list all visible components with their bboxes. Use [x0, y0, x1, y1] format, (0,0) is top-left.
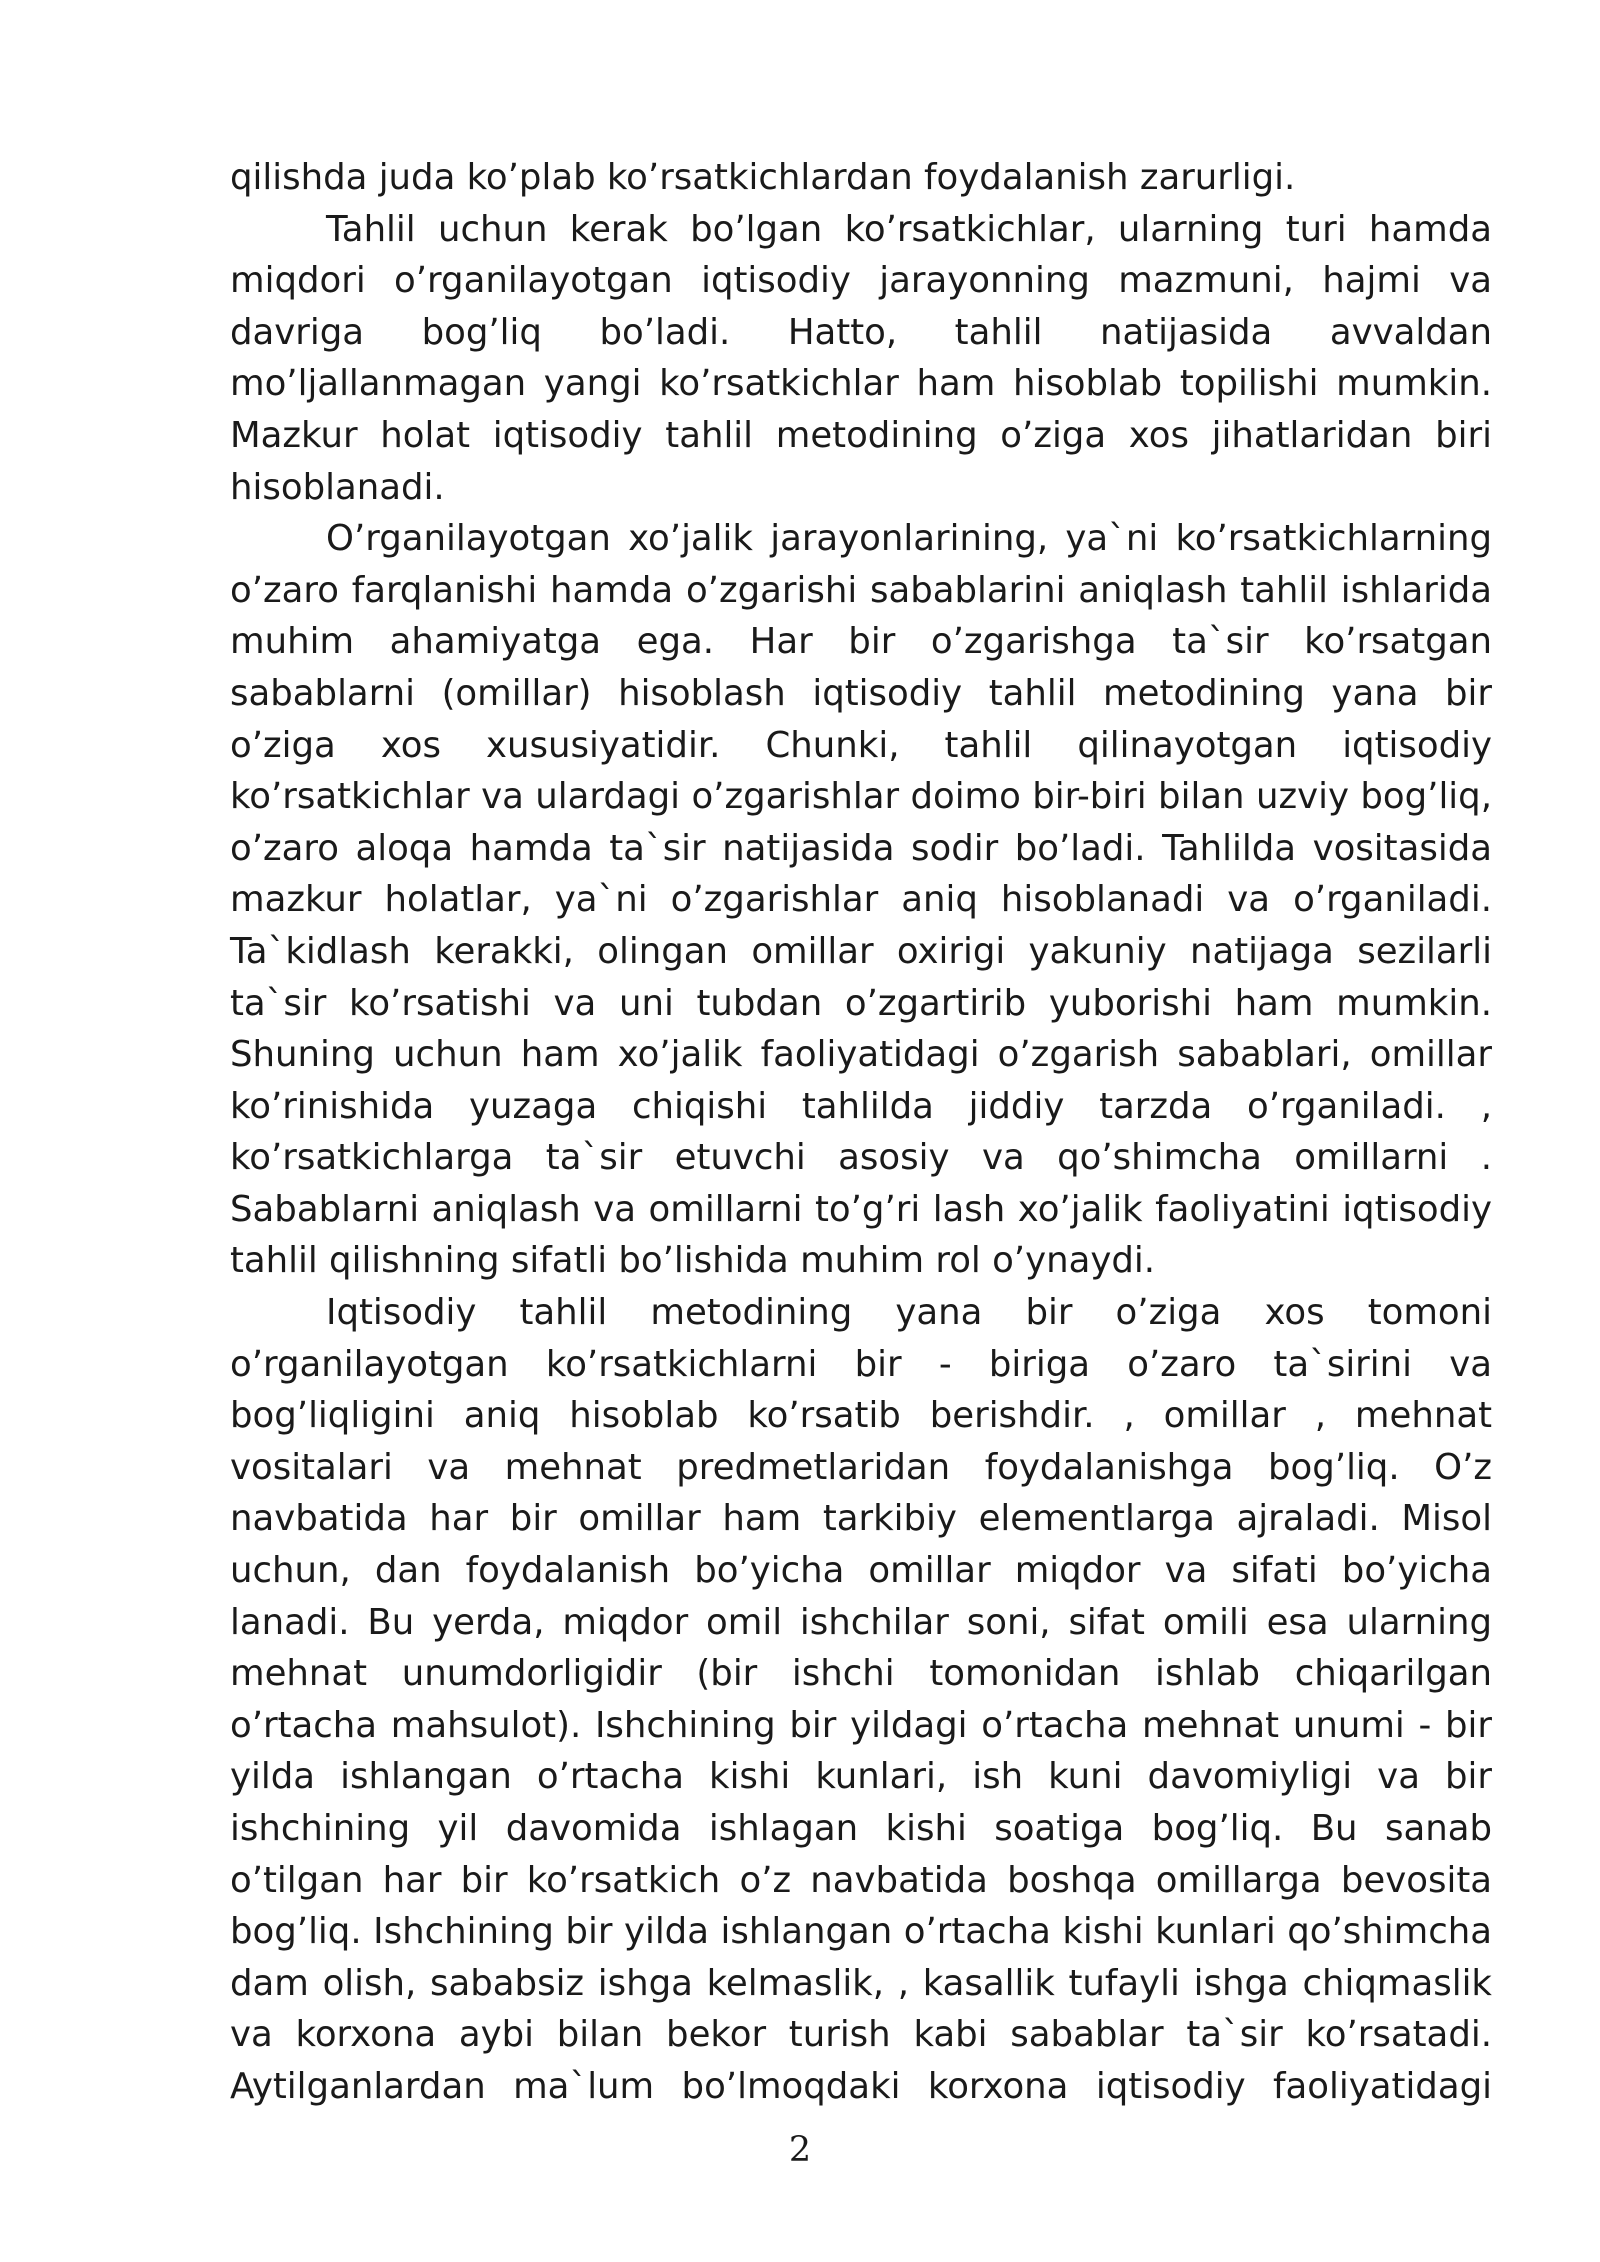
paragraph-continuation: qilishda juda ko’plab ko’rsatkichlardan foydalanish zarurligi. [230, 157, 1296, 198]
paragraph-factors: O’rganilayotgan xo’jalik jarayonlarining, ya`ni ko’rsatkichlarning o’zaro farqlanishi hamda o’zgarishi sabablarini aniqlash tahlil ishlarida muhim ahamiyatga ega. Har bir o’zgarishga ta`sir ko’rsatgan sabablarni (omillar) hisoblash iqtisodiy tahlil metodining yana bir o’ziga xos xususiyatidir. Chunki, tahlil qilinayotgan iqtisodiy ko’rsatkichlar va ulardagi o’zgarishlar doimo bir-biri bilan uzviy bog’liq, o’zaro aloqa hamda ta`sir natijasida sodir bo’ladi. Tahlilda vositasida mazkur holatlar, ya`ni o’zgarishlar aniq hisoblanadi va o’rganiladi. Ta`kidlash kerakki, olingan omillar oxirigi yakuniy natijaga sezilarli ta`sir ko’rsatishi va uni tubdan o’zgartirib yuborishi ham mumkin. Shuning uchun ham xo’jalik faoliyatidagi o’zgarish sabablari, omillar ko’rinishida yuzaga chiqishi tahlilda jiddiy tarzda o’rganiladi. , ko’rsatkichlarga ta`sir etuvchi asosiy va qo’shimcha omillarni . Sabablarni aniqlash va omillarni to’g’ri lash xo’jalik faoliyatini iqtisodiy tahlil qilishning sifatli bo’lishida muhim rol o’ynaydi. [230, 518, 1492, 1282]
page-number: 2 [788, 2130, 812, 2170]
paragraph-method-features: Iqtisodiy tahlil metodining yana bir o’ziga xos tomoni o’rganilayotgan ko’rsatkichlarni bir - biriga o’zaro ta`sirini va bog’liqligini aniq hisoblab ko’rsatib berishdir. , omillar , mehnat vositalari va mehnat predmetlaridan foydalanishga bog’liq. O’z navbatida har bir omillar ham tarkibiy elementlarga ajraladi. Misol uchun, dan foydalanish bo’yicha omillar miqdor va sifati bo’yicha lanadi. Bu yerda, miqdor omil ishchilar soni, sifat omili esa ularning mehnat unumdorligidir (bir ishchi tomonidan ishlab chiqarilgan o’rtacha mahsulot). Ishchining bir yildagi o’rtacha mehnat unumi - bir yilda ishlangan o’rtacha kishi kunlari, ish kuni davomiyligi va bir ishchining yil davomida ishlagan kishi soatiga bog’liq. Bu sanab o’tilgan har bir ko’rsatkich o’z navbatida boshqa omillarga bevosita bog’liq. Ishchining bir yilda ishlangan o’rtacha kishi kunlari qo’shimcha dam olish, sababsiz ishga kelmaslik, , kasallik tufayli ishga chiqmaslik va korxona aybi bilan bekor turish kabi sabablar ta`sir ko’rsatadi. Aytilganlardan ma`lum bo’lmoqdaki korxona iqtisodiy faoliyatidagi [230, 1292, 1492, 2107]
paragraph-indicators: Tahlil uchun kerak bo’lgan ko’rsatkichlar, ularning turi hamda miqdori o’rganilayotgan iqtisodiy jarayonning mazmuni, hajmi va davriga bog’liq bo’ladi. Hatto, tahlil natijasida avvaldan mo’ljallanmagan yangi ko’rsatkichlar ham hisoblab topilishi mumkin. Mazkur holat iqtisodiy tahlil metodining o’ziga xos jihatlaridan biri hisoblanadi. [230, 208, 1492, 508]
body-text [230, 152, 1492, 2113]
